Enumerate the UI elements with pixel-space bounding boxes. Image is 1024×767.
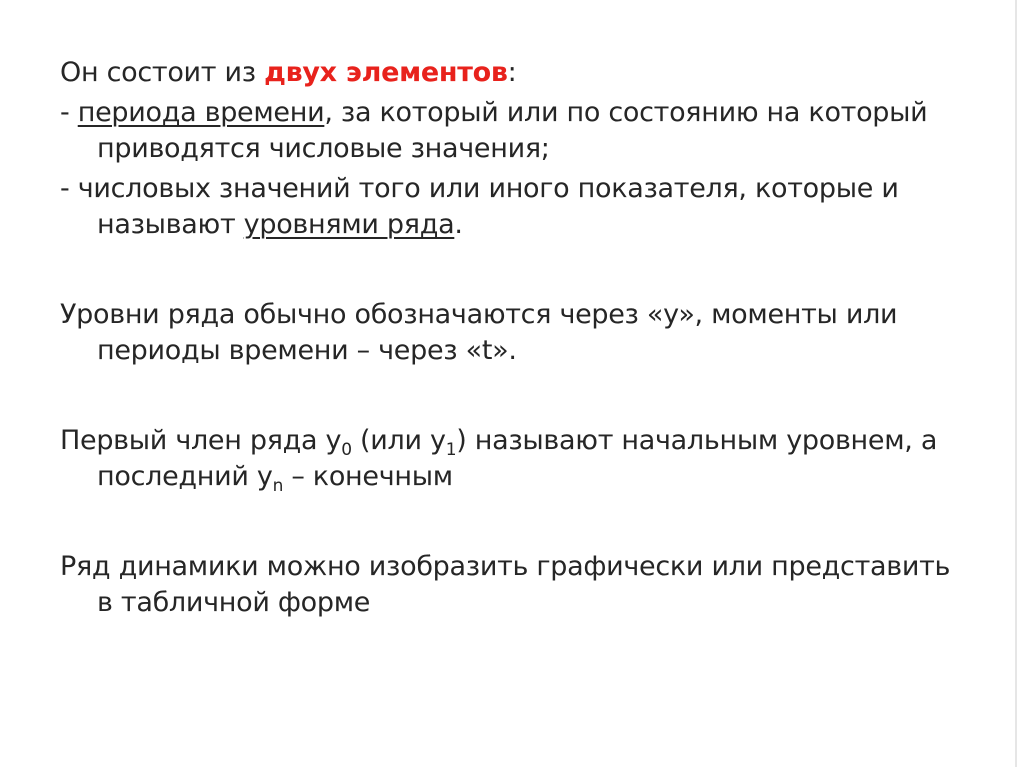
intro-text: Он состоит из bbox=[60, 57, 265, 88]
numeric-values-period: . bbox=[454, 209, 463, 240]
representation-text: Ряд динамики можно изобразить графически или представить в табличной форме bbox=[60, 551, 951, 618]
slide-edge-divider bbox=[1015, 0, 1017, 767]
time-period-description: , за который или по состоянию на который приводятся числовые значения; bbox=[97, 97, 928, 164]
dash-marker: - bbox=[60, 97, 78, 128]
subscript-one: 1 bbox=[445, 440, 457, 460]
slide-body bbox=[60, 55, 960, 621]
final-level-text: – конечным bbox=[283, 461, 453, 492]
last-level-text: ) называют начальным уровнем, а последний y bbox=[97, 425, 938, 492]
term-series-levels: уровнями ряда bbox=[243, 209, 455, 240]
term-time-period: периода времени bbox=[77, 97, 325, 128]
paragraph-first-last-level bbox=[60, 423, 960, 495]
subscript-zero: 0 bbox=[341, 440, 352, 460]
notation-text: Уровни ряда обычно обозначаются через «y», моменты или периоды времени – через «t». bbox=[60, 299, 898, 366]
intro-colon: : bbox=[507, 57, 517, 88]
paragraph-numeric-values bbox=[60, 171, 960, 243]
first-level-text: Первый член ряда y bbox=[60, 425, 342, 456]
first-level-alt-text: (или y bbox=[351, 425, 446, 456]
numeric-values-description: - числовых значений того или иного показателя, которые и называют bbox=[60, 173, 899, 240]
highlight-two-elements: двух элементов bbox=[264, 57, 508, 88]
paragraph-notation bbox=[60, 297, 960, 369]
subscript-n: n bbox=[272, 476, 284, 496]
paragraph-time-period bbox=[60, 95, 960, 167]
paragraph-representation bbox=[60, 549, 960, 621]
paragraph-elements-intro bbox=[60, 55, 960, 91]
